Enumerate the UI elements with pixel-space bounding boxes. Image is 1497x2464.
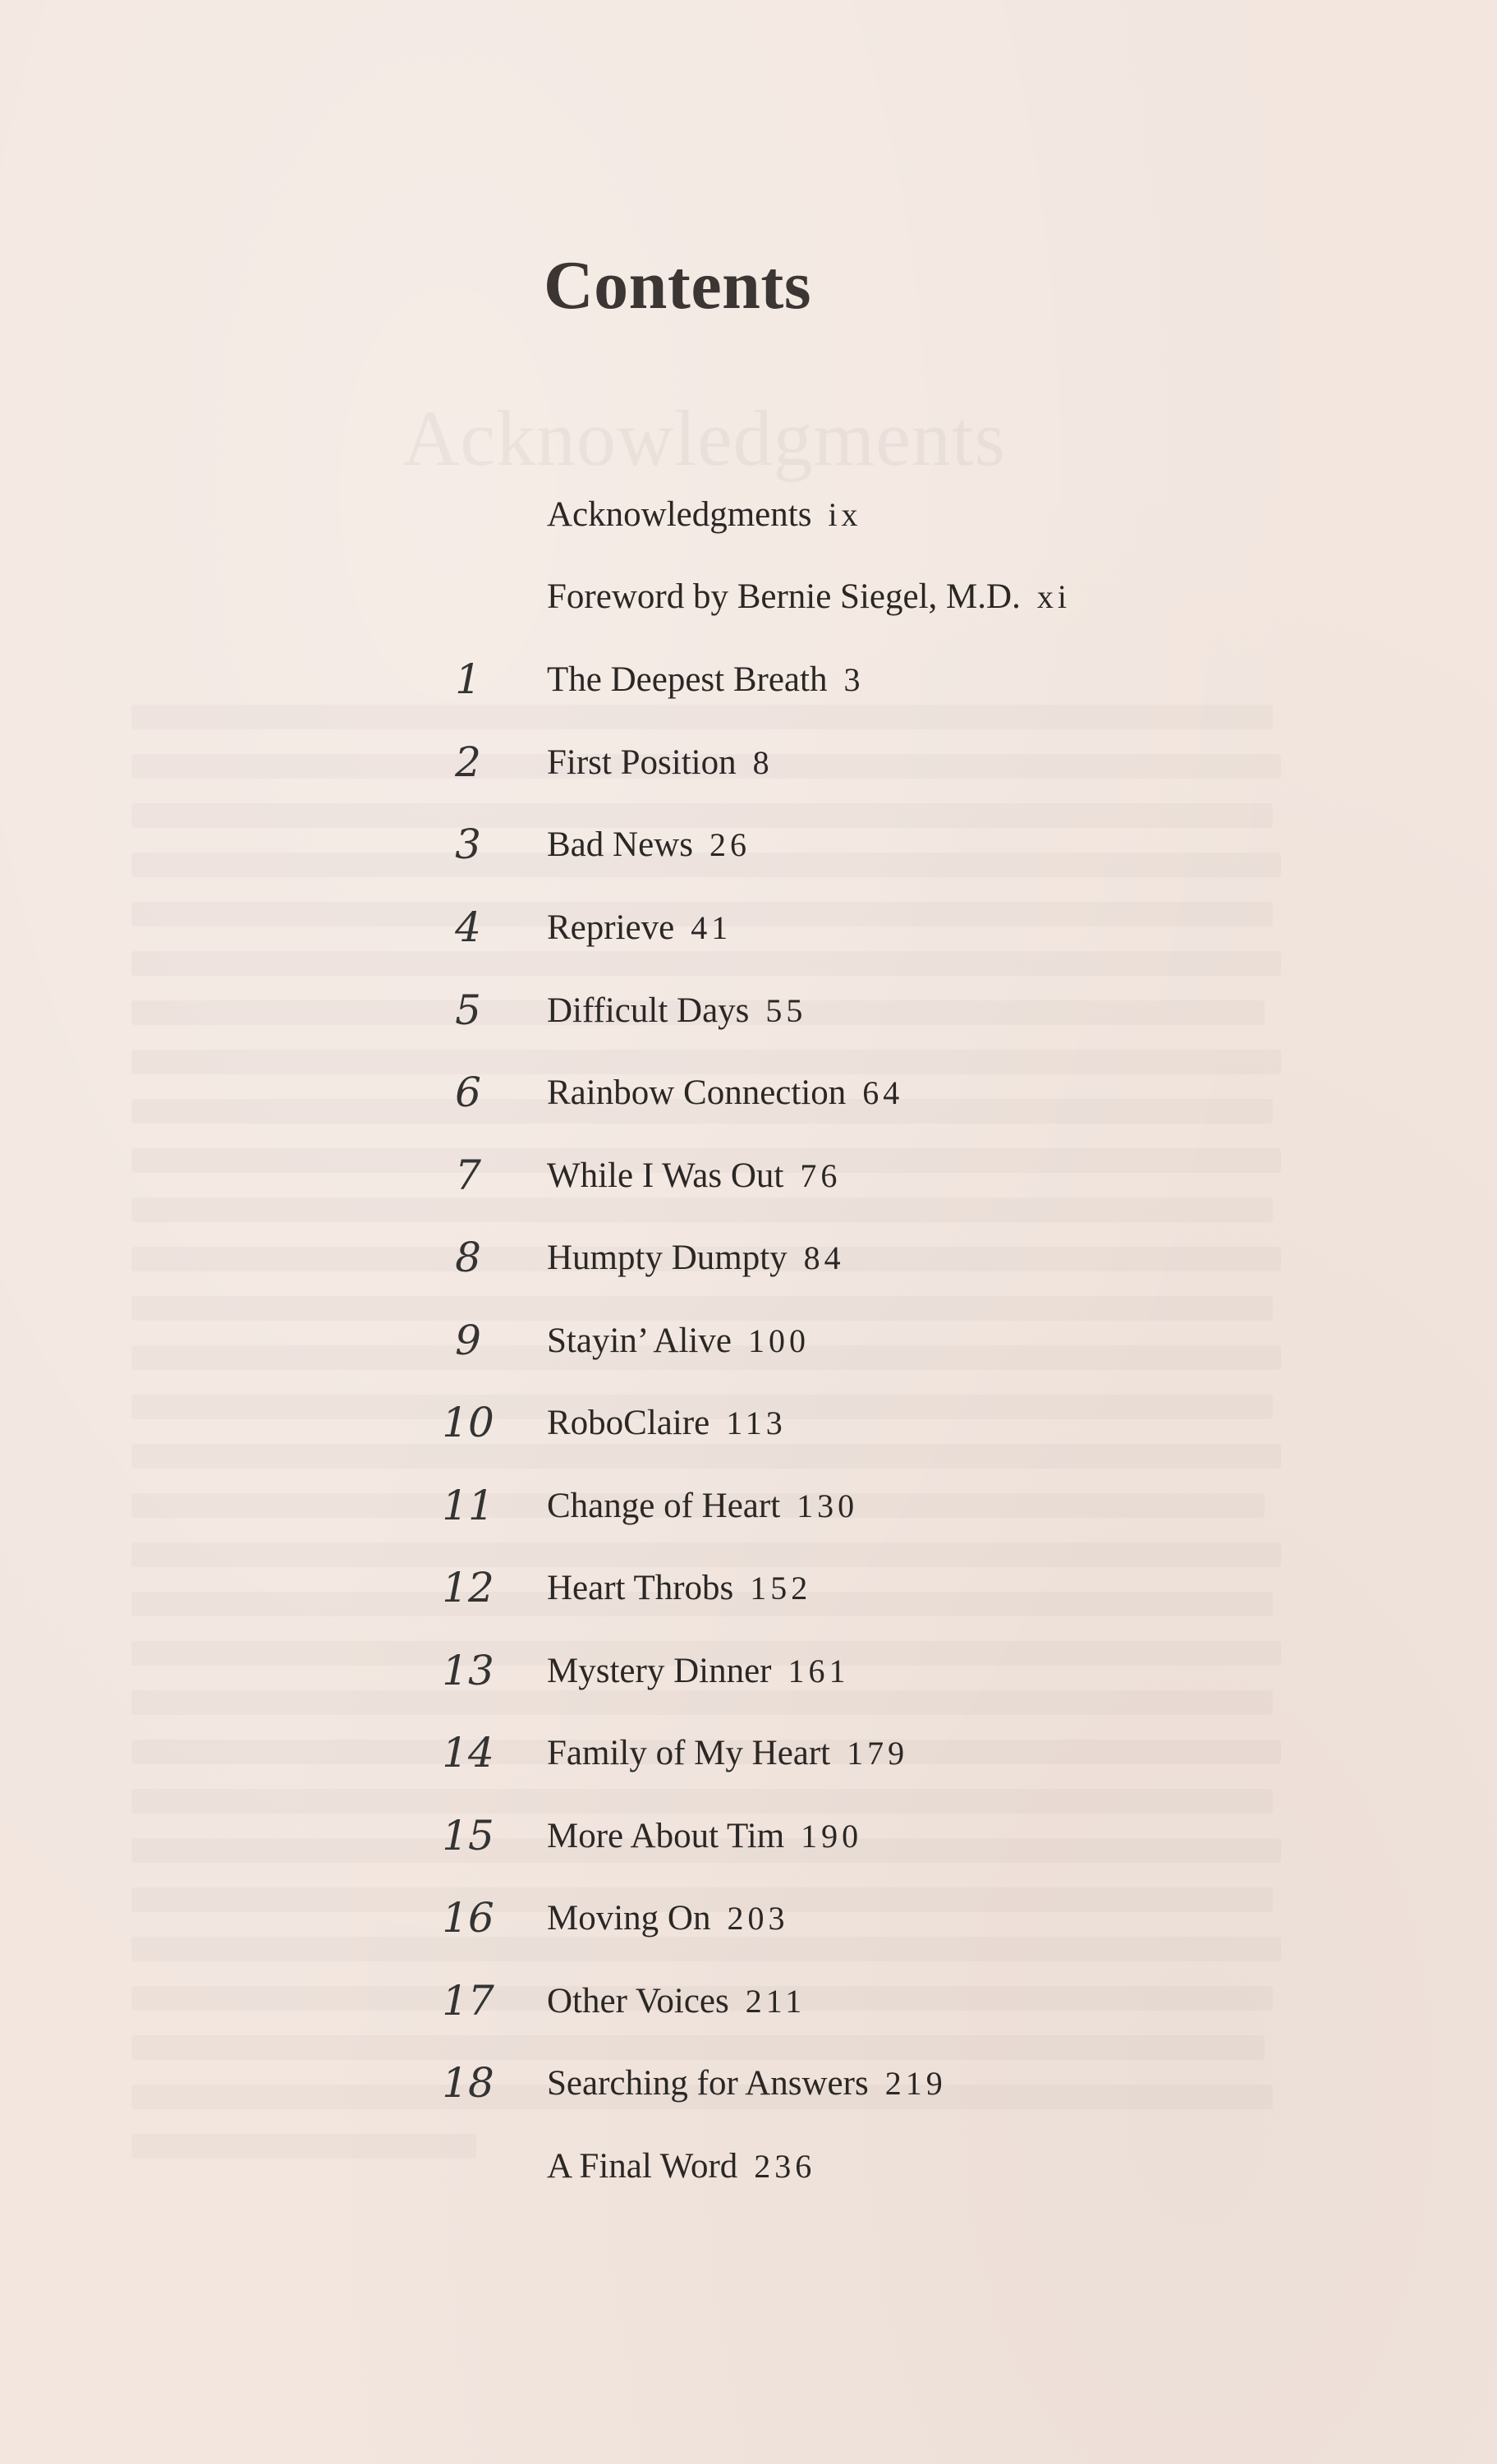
toc-entry-chapter-18	[0, 2058, 1497, 2116]
toc-entry-text	[547, 1816, 862, 1857]
toc-entry-chapter-15	[0, 1811, 1497, 1869]
chapter-number: 18	[442, 2059, 494, 2107]
chapter-title: More About Tim	[547, 1817, 785, 1855]
chapter-title: Acknowledgments	[547, 495, 812, 534]
chapter-number: 6	[455, 1069, 481, 1116]
toc-entry-chapter-2	[0, 738, 1497, 795]
toc-entry-chapter-10	[0, 1398, 1497, 1455]
chapter-number: 9	[455, 1317, 481, 1364]
chapter-number: 1	[455, 655, 481, 703]
page-number: 236	[754, 2148, 816, 2185]
toc-entry-text	[547, 991, 806, 1032]
page-number: ix	[828, 496, 862, 533]
page-number: 211	[745, 1983, 806, 2020]
toc-entry-text	[547, 2063, 947, 2104]
toc-entry-chapter-11	[0, 1481, 1497, 1538]
page-number: 8	[752, 744, 774, 781]
chapter-number: 2	[455, 738, 481, 786]
chapter-title: Heart Throbs	[547, 1569, 734, 1607]
page-number: 113	[726, 1404, 787, 1441]
toc-entry-text	[547, 1073, 903, 1114]
toc-entry-text	[547, 1898, 788, 1939]
chapter-number: 15	[442, 1812, 494, 1859]
toc-entry-text	[547, 1403, 787, 1444]
chapter-title: A Final Word	[547, 2147, 738, 2186]
chapter-title: First Position	[547, 743, 737, 782]
chapter-title: Difficult Days	[547, 991, 750, 1030]
toc-entry-final-word	[0, 2141, 1497, 2199]
chapter-number: 12	[442, 1564, 494, 1611]
toc-entry-chapter-5	[0, 986, 1497, 1043]
toc-entry-chapter-14	[0, 1728, 1497, 1786]
chapter-number: 14	[442, 1729, 494, 1777]
chapter-title: Foreword by Bernie Siegel, M.D.	[547, 577, 1021, 616]
page-number: 55	[765, 992, 807, 1029]
chapter-number: 13	[442, 1647, 494, 1694]
page-number: 179	[847, 1735, 909, 1772]
chapter-title: Family of My Heart	[547, 1734, 831, 1772]
page-number: 190	[801, 1818, 863, 1855]
page-number: 84	[803, 1239, 845, 1276]
chapter-title: Rainbow Connection	[547, 1073, 847, 1112]
chapter-title: Other Voices	[547, 1982, 729, 2020]
chapter-number: 17	[442, 1977, 494, 2025]
toc-entry-chapter-16	[0, 1893, 1497, 1951]
page-number: 41	[691, 909, 732, 946]
toc-entry-chapter-9	[0, 1316, 1497, 1373]
chapter-number: 11	[442, 1482, 494, 1529]
chapter-number: 3	[455, 821, 481, 868]
toc-entry-text	[547, 1238, 845, 1279]
toc-entry-chapter-7	[0, 1151, 1497, 1208]
toc-entry-chapter-13	[0, 1646, 1497, 1703]
chapter-number: 7	[455, 1152, 481, 1199]
page-number: 100	[747, 1322, 810, 1359]
page-number: 152	[750, 1570, 812, 1607]
toc-entry-text	[547, 1321, 810, 1362]
page-number: 161	[788, 1653, 850, 1689]
toc-entry-chapter-8	[0, 1233, 1497, 1290]
page-number: 3	[843, 661, 865, 698]
toc-entry-chapter-12	[0, 1563, 1497, 1620]
toc-entry-text	[547, 1651, 849, 1692]
toc-entry-text	[547, 1981, 806, 2022]
page-number: 203	[727, 1900, 789, 1937]
chapter-title: Humpty Dumpty	[547, 1239, 788, 1277]
chapter-title: Mystery Dinner	[547, 1652, 772, 1690]
toc-entry-foreword	[0, 572, 1497, 629]
chapter-title: Reprieve	[547, 908, 675, 947]
toc-entry-chapter-17	[0, 1976, 1497, 2034]
toc-entry-text	[547, 1733, 908, 1774]
page-number: 219	[884, 2065, 947, 2102]
toc-entry-text	[547, 1568, 811, 1609]
chapter-number: 5	[455, 986, 481, 1034]
page-number: 130	[797, 1487, 859, 1524]
chapter-title: While I Was Out	[547, 1156, 784, 1195]
page-number: xi	[1036, 578, 1071, 615]
toc-entry-chapter-1	[0, 655, 1497, 712]
chapter-title: Searching for Answers	[547, 2064, 869, 2103]
toc-entry-text	[547, 908, 732, 949]
toc-entry-chapter-4	[0, 903, 1497, 960]
page-title: Contents	[544, 247, 812, 324]
toc-entry-text	[547, 1156, 841, 1197]
toc-entry-text	[547, 825, 751, 866]
page-number: 64	[862, 1074, 904, 1111]
chapter-number: 8	[455, 1234, 481, 1281]
toc-entry-text	[547, 2146, 815, 2187]
chapter-title: RoboClaire	[547, 1404, 710, 1442]
toc-entry-acknowledgments	[0, 490, 1497, 547]
toc-entry-text	[547, 577, 1071, 618]
toc-entry-text	[547, 1486, 858, 1527]
page-number: 26	[709, 826, 751, 863]
chapter-title: The Deepest Breath	[547, 660, 828, 699]
chapter-number: 10	[442, 1399, 494, 1446]
chapter-title: Stayin’ Alive	[547, 1322, 732, 1360]
page-number: 76	[800, 1157, 842, 1194]
show-through-heading: Acknowledgments	[402, 394, 1006, 482]
chapter-title: Bad News	[547, 825, 693, 864]
chapter-number: 16	[442, 1894, 494, 1942]
toc-entry-chapter-3	[0, 820, 1497, 877]
toc-entry-text	[547, 742, 774, 784]
chapter-title: Moving On	[547, 1899, 711, 1938]
toc-entry-text	[547, 494, 862, 536]
chapter-number: 4	[455, 903, 481, 951]
toc-entry-chapter-6	[0, 1068, 1497, 1125]
chapter-title: Change of Heart	[547, 1487, 781, 1525]
toc-entry-text	[547, 660, 864, 701]
